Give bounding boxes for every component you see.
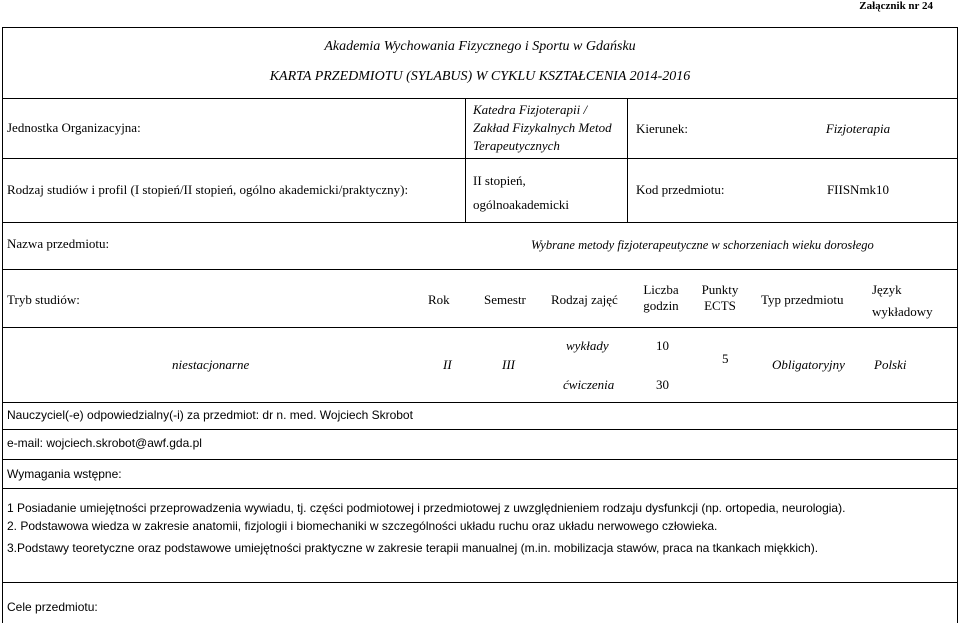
hours-lecture: 10 bbox=[656, 338, 669, 353]
requirement-item: 2. Podstawowa wiedza w zakresie anatomii, fizjologii i biomechaniki w szczególności układu ruchu oraz układu nerwowego człowieka. bbox=[7, 519, 718, 533]
annex-label: Załącznik nr 24 bbox=[859, 0, 933, 12]
hours-exercise: 30 bbox=[656, 377, 669, 392]
study-value: II stopień, ogólnoakademicki bbox=[473, 173, 570, 212]
subject-name: Wybrane metody fizjoterapeutyczne w schorzeniach wieku dorosłego bbox=[531, 238, 874, 252]
header-mode: Tryb studiów: bbox=[7, 292, 80, 307]
requirements-label: Wymagania wstępne: bbox=[7, 467, 122, 481]
requirements-list bbox=[7, 500, 942, 556]
language-value: Polski bbox=[874, 357, 907, 372]
university-name: Akademia Wychowania Fizycznego i Sportu w Gdańsku bbox=[324, 39, 636, 54]
header-semester: Semestr bbox=[484, 292, 526, 307]
email: e-mail: wojciech.skrobot@awf.gda.pl bbox=[7, 436, 202, 450]
card-title: KARTA PRZEDMIOTU (SYLABUS) W CYKLU KSZTAŁCENIA 2014-2016 bbox=[269, 69, 691, 84]
mode-value: niestacjonarne bbox=[172, 357, 250, 372]
ects-value: 5 bbox=[722, 351, 729, 366]
code-label: Kod przedmiotu: bbox=[636, 182, 725, 197]
code-value: FIISNmk10 bbox=[826, 182, 890, 197]
teacher: Nauczyciel(-e) odpowiedzialny(-i) za przedmiot: dr n. med. Wojciech Skrobot bbox=[7, 408, 413, 422]
class-type-exercise: ćwiczenia bbox=[563, 377, 615, 392]
year-value: II bbox=[443, 357, 452, 372]
direction-label: Kierunek: bbox=[636, 121, 688, 136]
header-hours: Liczba godzin bbox=[643, 282, 679, 313]
class-type-lecture: wykłady bbox=[566, 338, 609, 353]
subject-label: Nazwa przedmiotu: bbox=[7, 236, 110, 251]
header-ects: Punkty ECTS bbox=[701, 282, 739, 313]
semester-value: III bbox=[502, 357, 515, 372]
subject-type-value: Obligatoryjny bbox=[772, 357, 845, 372]
unit-value: Katedra Fizjoterapii / Zakład Fizykalnych Metod Terapeutycznych bbox=[473, 102, 612, 153]
unit-label: Jednostka Organizacyjna: bbox=[7, 120, 141, 135]
header-language: Język wykładowy bbox=[872, 282, 933, 319]
header-subject-type: Typ przedmiotu bbox=[761, 292, 844, 307]
direction-value: Fizjoterapia bbox=[825, 121, 891, 136]
header-year: Rok bbox=[428, 292, 450, 307]
header-class-type: Rodzaj zajęć bbox=[551, 292, 618, 307]
study-label: Rodzaj studiów i profil (I stopień/II stopień, ogólno akademicki/praktyczny): bbox=[7, 182, 409, 197]
goals-label: Cele przedmiotu: bbox=[7, 600, 98, 614]
requirement-item: 3.Podstawy teoretyczne oraz podstawowe umiejętności praktyczne w zakresie terapii manualnej (m.in. mobilizacja stawów, praca na tkankach miękkich). bbox=[7, 541, 819, 555]
requirement-item: 1 Posiadanie umiejętności przeprowadzenia wywiadu, tj. części podmiotowej i przedmiotowej z uwzględnieniem rodzaju dysfunkcji (np. ortopedia, neurologia). bbox=[7, 501, 846, 515]
